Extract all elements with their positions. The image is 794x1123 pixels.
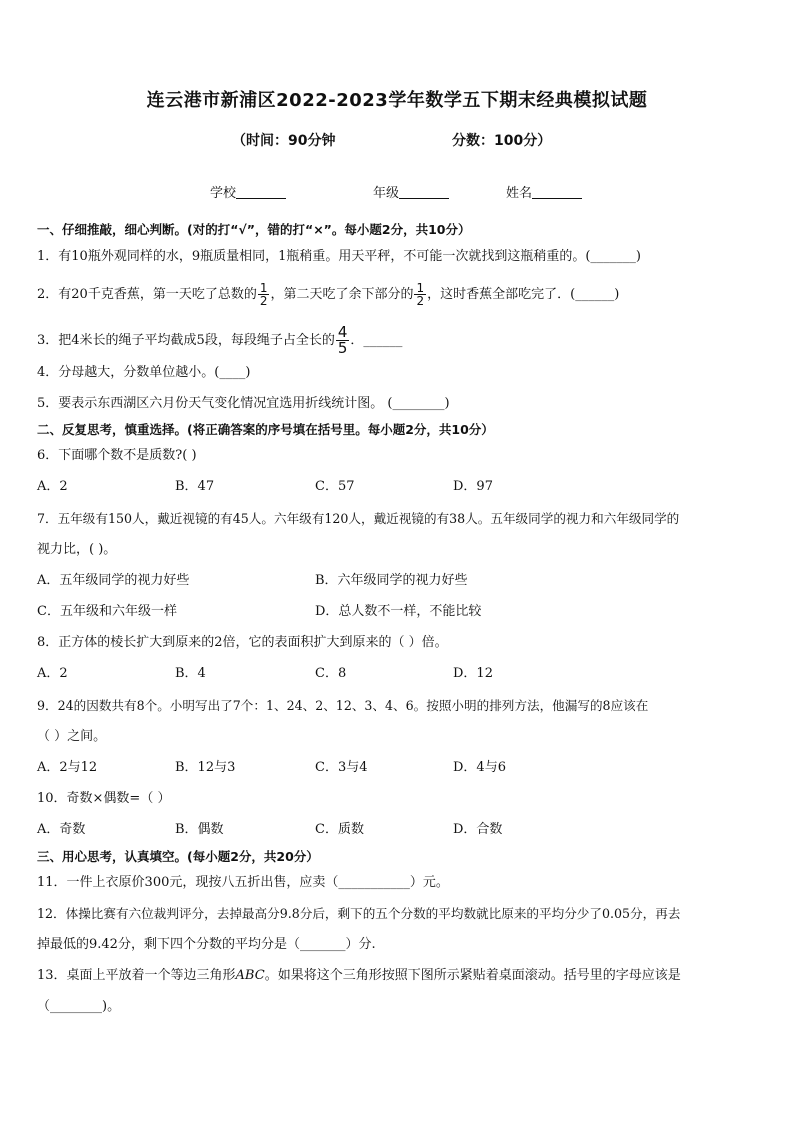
school-field[interactable] <box>210 182 286 201</box>
exam-time: （时间：90分钟 <box>232 133 336 149</box>
question-7-line-1: 7．五年级有150人，戴近视镜的有45人。六年级有120人，戴近视镜的有38人。五年级同学的视力和六年级同学的 <box>37 511 680 526</box>
question-13-text-a: 13．桌面上平放着一个等边三角形 <box>37 968 236 983</box>
question-12-line-1: 12．体操比赛有六位裁判评分，去掉最高分9.8分后，剩下的五个分数的平均数就比原来的平均分少了0.05分，再去 <box>37 906 681 921</box>
question-9-line-1: 9．24的因数共有8个。小明写出了7个：1、24、2、12、3、4、6。按照小明的排列方法，他漏写的8应该在 <box>37 698 649 713</box>
question-6-option-b[interactable]: B．47 <box>175 479 215 494</box>
question-7-option-c[interactable]: C．五年级和六年级一样 <box>37 604 177 619</box>
question-11: 11．一件上衣原价300元，现按八五折出售，应卖（___________）元。 <box>37 875 449 890</box>
fraction-one-half-a: $\frac{1}{2}$ <box>259 281 268 308</box>
question-9-option-a[interactable]: A．2与12 <box>37 760 98 775</box>
question-9-option-b[interactable]: B．12与3 <box>175 760 236 775</box>
question-3-text-b: ．______ <box>350 333 403 348</box>
name-label: 姓名 <box>506 186 533 201</box>
question-8-option-d[interactable]: D．12 <box>453 666 493 681</box>
question-10: 10．奇数×偶数=（ ） <box>37 791 171 806</box>
question-6: 6．下面哪个数不是质数?( ) <box>37 448 197 463</box>
question-1: 1．有10瓶外观同样的水，9瓶质量相同，1瓶稍重。用天平秤，不可能一次就找到这瓶稍重的。(_______) <box>37 249 641 264</box>
question-8-option-a[interactable]: A．2 <box>37 666 68 681</box>
question-7-option-b[interactable]: B．六年级同学的视力好些 <box>315 573 468 588</box>
question-2 <box>37 282 767 307</box>
question-6-option-a[interactable]: A．2 <box>37 479 68 494</box>
question-4: 4．分母越大，分数单位越小。(____) <box>37 365 251 380</box>
grade-label: 年级 <box>373 186 400 201</box>
triangle-label-abc: ABC <box>235 968 265 983</box>
question-7-line-2: 视力比，( )。 <box>37 542 117 557</box>
question-9-option-c[interactable]: C．3与4 <box>315 760 368 775</box>
fraction-four-fifths: $\frac{4}{5}$ <box>337 323 348 357</box>
page-title: 连云港市新浦区2022-2023学年数学五下期末经典模拟试题 <box>146 90 648 111</box>
question-10-option-b[interactable]: B．偶数 <box>175 822 224 837</box>
question-7-option-a[interactable]: A．五年级同学的视力好些 <box>37 573 190 588</box>
question-3 <box>37 325 767 356</box>
question-3-text-a: 3．把4米长的绳子平均截成5段，每段绳子占全长的 <box>37 333 335 348</box>
question-2-text-a: 2．有20千克香蕉，第一天吃了总数的 <box>37 287 257 302</box>
school-label: 学校 <box>210 186 237 201</box>
section-1-heading: 一、仔细推敲，细心判断。(对的打“√”，错的打“×”。每小题2分，共10分） <box>37 222 471 237</box>
question-8: 8．正方体的棱长扩大到原来的2倍，它的表面积扩大到原来的（ ）倍。 <box>37 635 448 650</box>
name-field[interactable] <box>506 182 582 201</box>
question-2-text-b: ，第二天吃了余下部分的 <box>270 287 414 302</box>
question-6-option-d[interactable]: D．97 <box>453 479 493 494</box>
question-13-text-b: 。如果将这个三角形按照下图所示紧贴着桌面滚动。括号里的字母应该是 <box>264 968 681 983</box>
question-9-option-d[interactable]: D．4与6 <box>453 760 506 775</box>
question-13-line-2: （________)。 <box>37 999 121 1014</box>
question-12-line-2: 掉最低的9.42分，剩下四个分数的平均分是（_______）分. <box>37 937 376 952</box>
question-6-option-c[interactable]: C．57 <box>315 479 355 494</box>
question-5: 5．要表示东西湖区六月份天气变化情况宜选用折线统计图。 (________) <box>37 396 450 411</box>
grade-field[interactable] <box>373 182 449 201</box>
question-10-option-c[interactable]: C．质数 <box>315 822 364 837</box>
fraction-one-half-b: $\frac{1}{2}$ <box>416 281 425 308</box>
question-10-option-a[interactable]: A．奇数 <box>37 822 86 837</box>
section-3-heading: 三、用心思考，认真填空。(每小题2分，共20分） <box>37 849 319 864</box>
question-2-text-c: ，这时香蕉全部吃完了．(______) <box>427 287 620 302</box>
question-8-option-b[interactable]: B．4 <box>175 666 206 681</box>
section-2-heading: 二、反复思考，慎重选择。(将正确答案的序号填在括号里。每小题2分，共10分） <box>37 422 494 437</box>
exam-score: 分数：100分） <box>452 133 552 149</box>
question-7-option-d[interactable]: D．总人数不一样，不能比较 <box>315 604 482 619</box>
question-9-line-2: （ ）之间。 <box>37 729 107 744</box>
question-13-line-1 <box>37 967 767 985</box>
question-8-option-c[interactable]: C．8 <box>315 666 347 681</box>
question-10-option-d[interactable]: D．合数 <box>453 822 503 837</box>
